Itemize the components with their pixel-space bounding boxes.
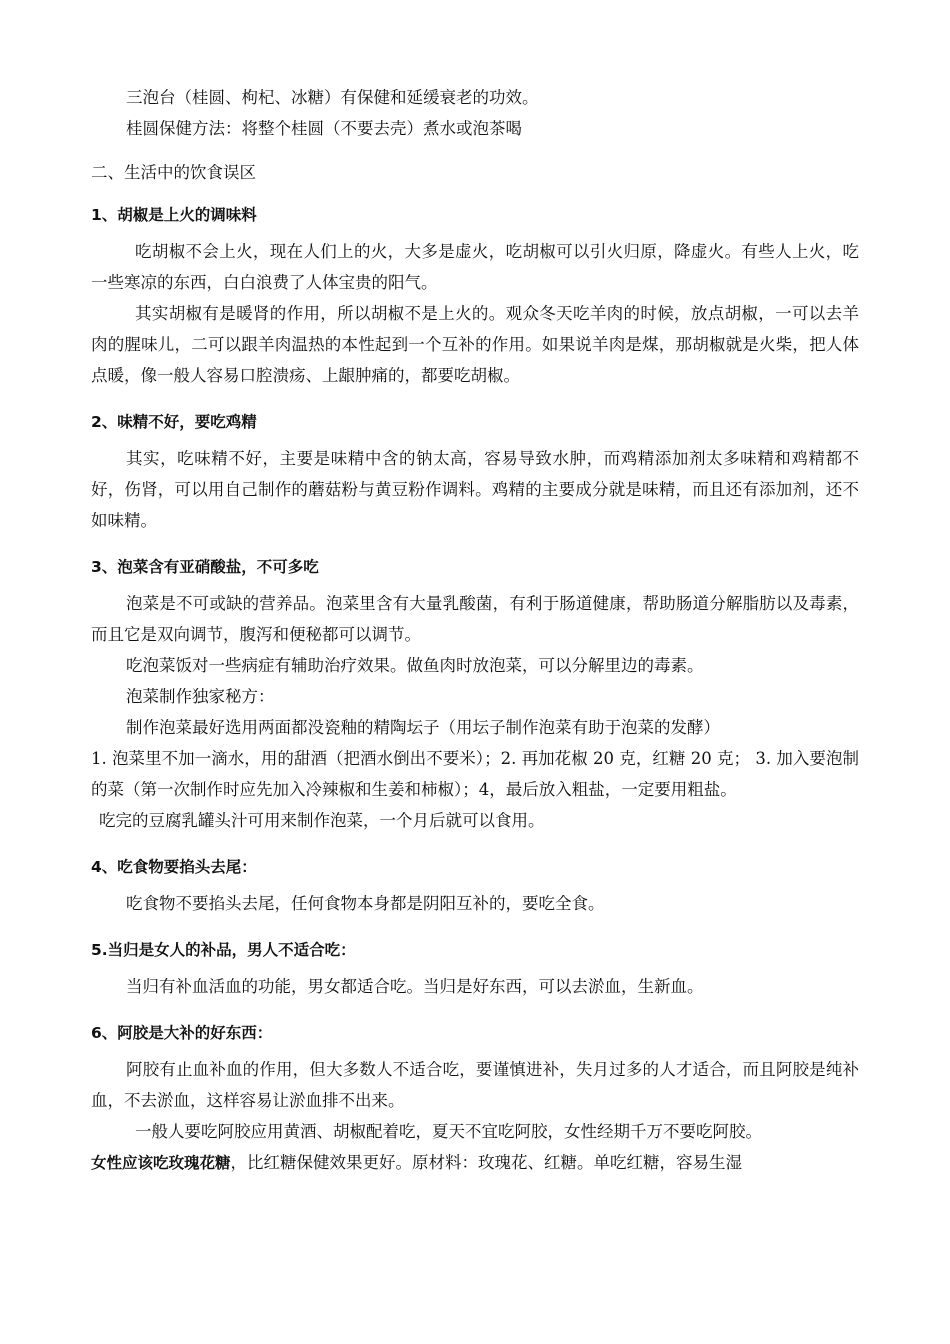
item-heading: 4、吃食物要掐头去尾： [91, 858, 257, 876]
body-paragraph: 吃完的豆腐乳罐头汁可用来制作泡菜，一个月后就可以食用。 [99, 811, 545, 830]
item-heading: 6、阿胶是大补的好东西： [91, 1024, 273, 1042]
section-title: 二、生活中的饮食误区 [91, 163, 256, 182]
item-heading: 5.当归是女人的补品，男人不适合吃： [91, 941, 356, 959]
intro-paragraph: 三泡台（桂圆、枸杞、冰糖）有保健和延缓衰老的功效。 [126, 88, 539, 107]
body-paragraph [91, 1147, 859, 1179]
intro-paragraph: 桂圆保健方法：将整个桂圆（不要去壳）煮水或泡茶喝 [126, 119, 522, 138]
document-page [91, 82, 859, 1179]
body-paragraph: 吃胡椒不会上火，现在人们上的火，大多是虚火，吃胡椒可以引火归原，降虚火。有些人上火，吃一些寒凉的东西，白白浪费了人体宝贵的阳气。 [91, 242, 859, 292]
emphasis-continuation: ，比红糖保健效果更好。原材料：玫瑰花、红糖。单吃红糖，容易生湿 [230, 1153, 743, 1172]
body-paragraph: 一般人要吃阿胶应用黄酒、胡椒配着吃，夏天不宜吃阿胶，女性经期千万不要吃阿胶。 [135, 1122, 762, 1141]
item-heading: 3、泡菜含有亚硝酸盐，不可多吃 [91, 558, 319, 576]
body-paragraph: 吃食物不要掐头去尾，任何食物本身都是阴阳互补的，要吃全食。 [126, 894, 605, 913]
body-paragraph: 泡菜是不可或缺的营养品。泡菜里含有大量乳酸菌，有利于肠道健康，帮助肠道分解脂肪以及毒素，而且它是双向调节，腹泻和便秘都可以调节。 [91, 594, 859, 644]
bold-emphasis: 女性应该吃玫瑰花糖 [91, 1154, 231, 1172]
body-paragraph: 制作泡菜最好选用两面都没瓷釉的精陶坛子（用坛子制作泡菜有助于泡菜的发酵） [126, 718, 720, 737]
item-heading: 2、味精不好，要吃鸡精 [91, 413, 257, 431]
body-paragraph: 其实胡椒有是暖肾的作用，所以胡椒不是上火的。观众冬天吃羊肉的时候，放点胡椒，一可以去羊肉的腥味儿，二可以跟羊肉温热的本性起到一个互补的作用。如果说羊肉是煤，那胡椒就是火柴，把人体点暖，像一般人容易口腔溃疡、上龈肿痛的，都要吃胡椒。 [91, 304, 859, 385]
body-paragraph: 1. 泡菜里不加一滴水，用的甜酒（把酒水倒出不要米）；2. 再加花椒 20 克，红糖 20 克； 3. 加入要泡制的菜（第一次制作时应先加入冷辣椒和生姜和柿椒）；4，最后放入粗盐，一定要用粗盐。 [91, 749, 859, 799]
body-paragraph: 泡菜制作独家秘方： [126, 687, 275, 706]
body-paragraph: 吃泡菜饭对一些病症有辅助治疗效果。做鱼肉时放泡菜，可以分解里边的毒素。 [126, 656, 704, 675]
body-paragraph: 当归有补血活血的功能，男女都适合吃。当归是好东西，可以去淤血，生新血。 [126, 977, 704, 996]
body-paragraph: 阿胶有止血补血的作用，但大多数人不适合吃，要谨慎进补，失月过多的人才适合，而且阿胶是纯补血，不去淤血，这样容易让淤血排不出来。 [91, 1060, 859, 1110]
body-paragraph: 其实，吃味精不好，主要是味精中含的钠太高，容易导致水肿，而鸡精添加剂太多味精和鸡精都不好，伤肾，可以用自己制作的蘑菇粉与黄豆粉作调料。鸡精的主要成分就是味精，而且还有添加剂，还不如味精。 [91, 449, 859, 530]
item-heading: 1、胡椒是上火的调味料 [91, 206, 257, 224]
